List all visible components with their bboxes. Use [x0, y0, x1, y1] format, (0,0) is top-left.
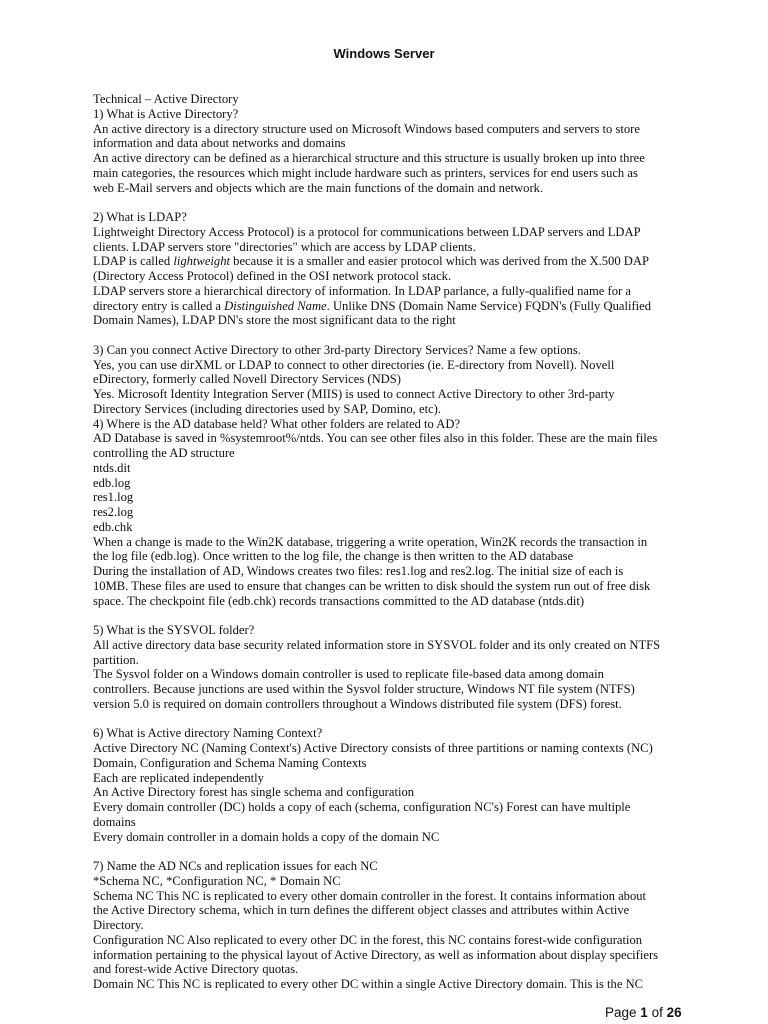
text-line: When a change is made to the Win2K database, triggering a write operation, Win2K records the transaction in: [93, 534, 648, 549]
text-line: Schema NC This NC is replicated to every other domain controller in the forest. It contains information about: [93, 888, 647, 903]
page-total: 26: [666, 1005, 682, 1020]
text-line: 3) Can you connect Active Directory to other 3rd-party Directory Services? Name a few options.: [93, 342, 581, 357]
blank-line: [93, 712, 683, 727]
text-line: the log file (edb.log). Once written to the log file, the change is then written to the AD database: [93, 549, 574, 564]
text-line: main categories, the resources which might include hardware such as printers, services for end users such as: [93, 165, 638, 180]
text-line: All active directory data base security related information store in SYSVOL folder and its only created on NTFS: [93, 637, 661, 652]
text-line: version 5.0 is required on domain controllers throughout a Windows distributed file system (DFS) forest.: [93, 696, 622, 711]
text-line: Every domain controller (DC) holds a copy of each (schema, configuration NC's) Forest can have multiple: [93, 800, 631, 814]
text-line: Yes. Microsoft Identity Integration Server (MIIS) is used to connect Active Directory to other 3rd-party: [93, 387, 615, 401]
text-line: Yes, you can use dirXML or LDAP to connect to other directories (ie. E-directory from Novell). Novell: [93, 357, 615, 372]
text-line: Directory Services (including directories used by SAP, Domino, etc).: [93, 401, 442, 416]
text-line: information pertaining to the physical layout of Active Directory, as well as information about display specifiers: [93, 947, 659, 962]
text-line: the Active Directory schema, which in turn defines the different object classes and attributes within Active: [93, 903, 630, 918]
text-line: During the installation of AD, Windows creates two files: res1.log and res2.log. The initial size of each is: [93, 564, 624, 578]
text-line: information and data about networks and domains: [93, 136, 346, 151]
blank-line: [93, 844, 683, 859]
blank-line: [93, 328, 683, 343]
text-line: 4) Where is the AD database held? What other folders are related to AD?: [93, 416, 461, 431]
text-line: and forest-wide Active Directory quotas.: [93, 962, 299, 977]
text-line: The Sysvol folder on a Windows domain controller is used to replicate file-based data among domain: [93, 667, 604, 682]
page-footer: [605, 1005, 682, 1020]
text-line: eDirectory, formerly called Novell Directory Services (NDS): [93, 372, 401, 387]
text-line: edb.chk: [93, 519, 133, 534]
text-line: directory entry is called a Distinguished Name. Unlike DNS (Domain Name Service) FQDN's (Fully Qualified: [93, 298, 652, 313]
text-line: (Directory Access Protocol) defined in the OSI network protocol stack.: [93, 269, 452, 283]
text-line: *Schema NC, *Configuration NC, * Domain NC: [93, 873, 341, 888]
text-line: Directory.: [93, 918, 144, 932]
blank-line: [93, 608, 683, 623]
text-line: An Active Directory forest has single schema and configuration: [93, 785, 415, 800]
text-line: partition.: [93, 652, 139, 667]
text-line: Lightweight Directory Access Protocol) is a protocol for communications between LDAP servers and LDAP: [93, 224, 641, 239]
text-line: controllers. Because junctions are used within the Sysvol folder structure, Windows NT file system (NTFS): [93, 682, 635, 696]
blank-line: [93, 195, 683, 210]
text-line: Domain, Configuration and Schema Naming Contexts: [93, 755, 367, 770]
text-line: AD Database is saved in %systemroot%/ntds. You can see other files also in this folder. These are the main files: [93, 431, 658, 446]
page-of-label: of: [651, 1005, 663, 1020]
text-line: 10MB. These files are used to ensure that changes can be written to disk should the system run out of free disk: [93, 578, 651, 593]
text-line: 5) What is the SYSVOL folder?: [93, 623, 255, 637]
text-line: Domain Names), LDAP DN's store the most significant data to the right: [93, 313, 456, 328]
text-line: ntds.dit: [93, 460, 131, 475]
text-line: LDAP servers store a hierarchical directory of information. In LDAP parlance, a fully-qualified name for a: [93, 283, 631, 298]
text-line: space. The checkpoint file (edb.chk) records transactions committed to the AD database (ntds.dit): [93, 593, 585, 608]
text-line: Active Directory NC (Naming Context's) Active Directory consists of three partitions or naming contexts (NC): [93, 741, 653, 755]
text-line: Technical – Active Directory: [93, 92, 239, 106]
text-line: clients. LDAP servers store "directories" which are access by LDAP clients.: [93, 239, 476, 254]
text-line: Every domain controller in a domain holds a copy of the domain NC: [93, 829, 440, 844]
text-line: 6) What is Active directory Naming Context?: [93, 726, 323, 741]
text-line: 2) What is LDAP?: [93, 210, 187, 224]
document-body: [93, 92, 683, 992]
page-label: Page: [605, 1005, 637, 1020]
text-line: 7) Name the AD NCs and replication issues for each NC: [93, 859, 378, 873]
text-line: LDAP is called lightweight because it is a smaller and easier protocol which was derived from the X.500 DAP: [93, 254, 649, 269]
text-line: domains: [93, 814, 136, 829]
text-line: Configuration NC Also replicated to every other DC in the forest, this NC contains forest-wide configuration: [93, 932, 643, 947]
text-line: An active directory is a directory structure used on Microsoft Windows based computers and servers to store: [93, 121, 640, 136]
text-line: res1.log: [93, 490, 134, 505]
text-line: controlling the AD structure: [93, 446, 235, 460]
text-line: Each are replicated independently: [93, 770, 264, 785]
text-line: 1) What is Active Directory?: [93, 106, 239, 121]
text-line: res2.log: [93, 505, 134, 519]
text-line: edb.log: [93, 475, 131, 490]
page-current: 1: [640, 1005, 648, 1020]
text-line: web E-Mail servers and objects which are the main functions of the domain and network.: [93, 180, 544, 195]
text-line: An active directory can be defined as a hierarchical structure and this structure is usually broken up into three: [93, 151, 645, 165]
text-line: Domain NC This NC is replicated to every other DC within a single Active Directory domain. This is the NC: [93, 977, 644, 991]
document-title: Windows Server: [333, 46, 435, 61]
